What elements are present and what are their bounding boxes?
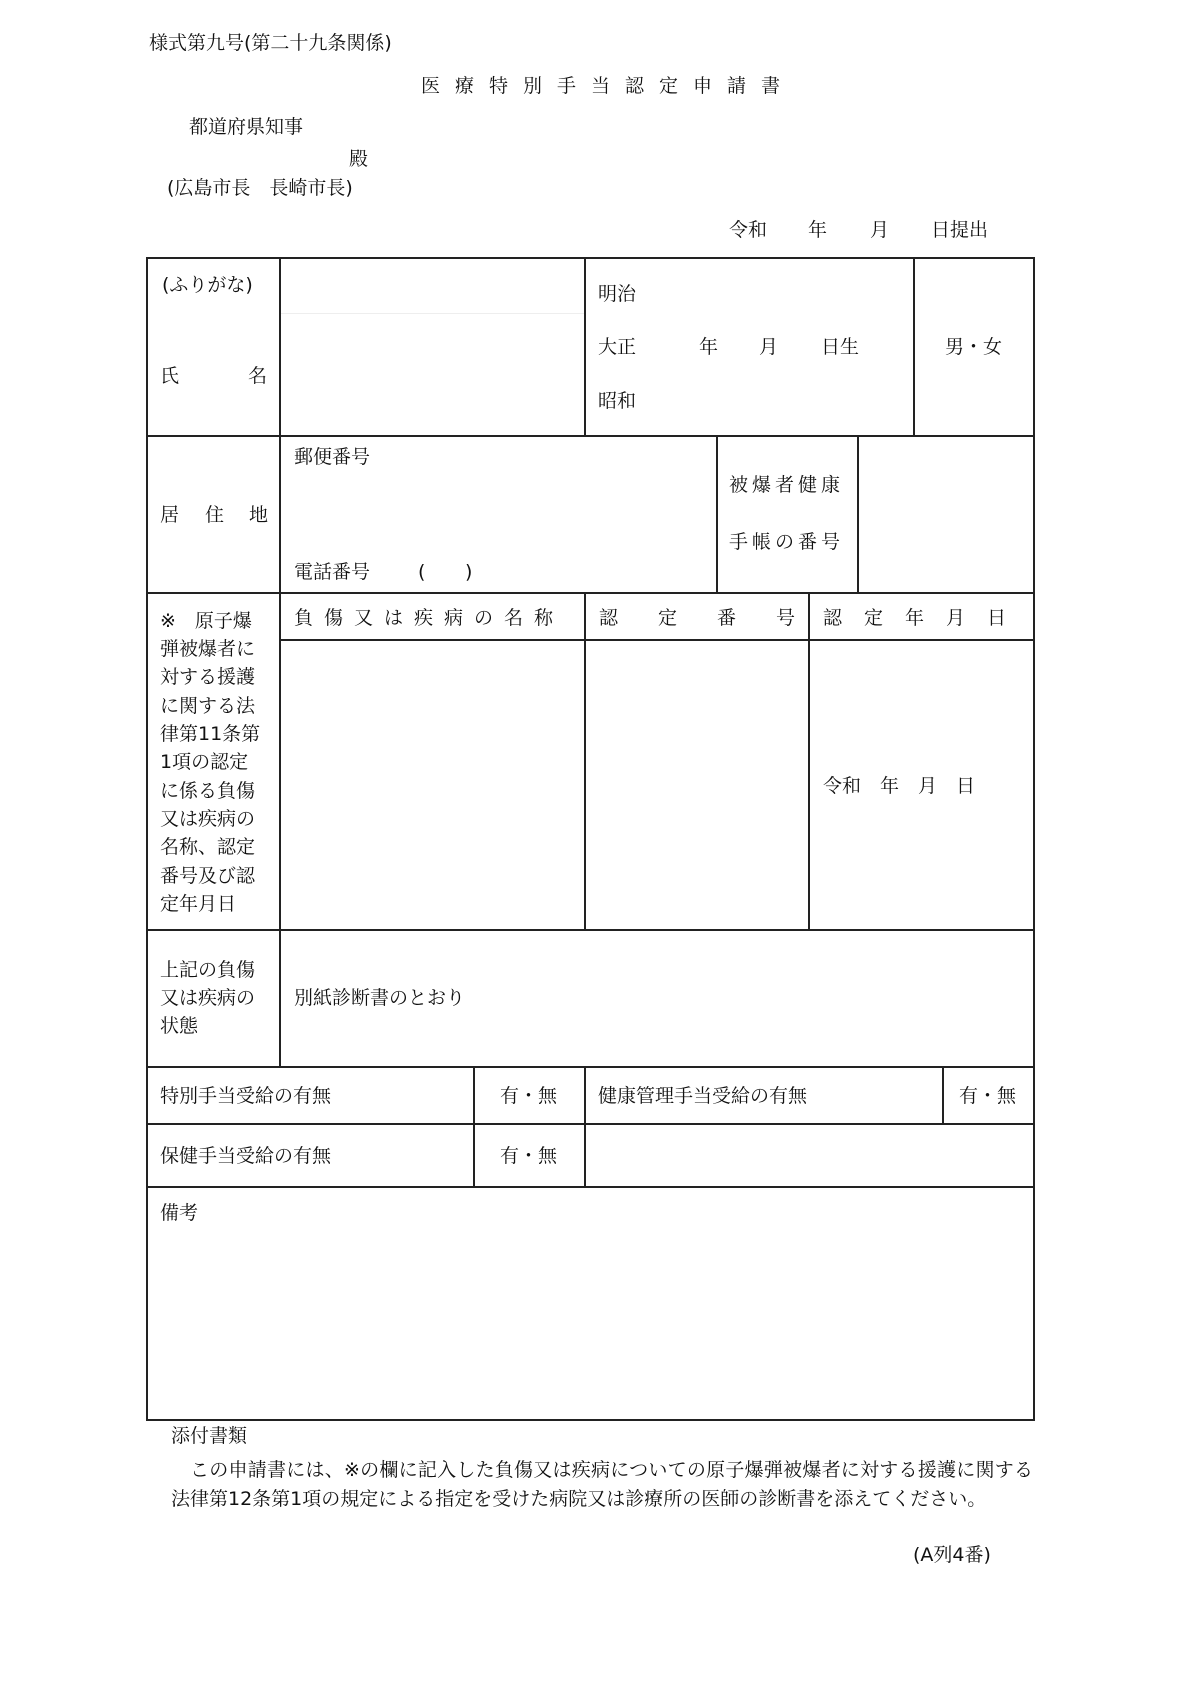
certified-label-line: に係る負傷 (160, 780, 256, 802)
birth-era-meiji[interactable]: 明治 (598, 283, 637, 305)
handbook-label-2: 手帳の番号 (729, 531, 845, 553)
form-number: 様式第九号(第二十九条関係) (149, 32, 392, 54)
certified-label-line: 名称、認定 (160, 836, 256, 858)
paper-size-note: (A列4番) (913, 1544, 991, 1566)
table-border-bottom (146, 1419, 1035, 1421)
birth-era-showa[interactable]: 昭和 (598, 390, 637, 412)
name-label-2: 名 (248, 365, 268, 387)
phone-paren-open: ( (418, 561, 426, 583)
name-label-1: 氏 (160, 365, 180, 387)
col-divider (584, 592, 586, 929)
certified-label-line: 又は疾病の (160, 808, 256, 830)
postal-code-label: 郵便番号 (294, 446, 371, 468)
row-divider (146, 1123, 1035, 1125)
col-divider (279, 257, 281, 1066)
handbook-number-input[interactable] (860, 438, 1031, 590)
certified-label-line: 律第11条第 (160, 723, 261, 745)
col-divider (942, 1066, 944, 1123)
condition-label-line: 上記の負傷 (160, 959, 256, 981)
sex-select[interactable]: 男・女 (945, 336, 1003, 358)
certified-label-line: 定年月日 (160, 893, 237, 915)
submission-era: 令和 (729, 219, 768, 241)
addressee-mayors: (広島市長 長崎市長) (167, 177, 353, 199)
col-header-cert-date: 認定年月日 (823, 607, 1029, 629)
attachments-text: この申請書には、※の欄に記入した負傷又は疾病についての原子爆弾被爆者に対する援護に関する法律第12条第1項の規定による指定を受けた病院又は診療所の医師の診断書を添えてください。 (171, 1459, 1033, 1510)
row-divider (279, 639, 1035, 641)
health-allowance-label: 保健手当受給の有無 (160, 1145, 332, 1167)
col-header-cert-number: 認定番号 (599, 607, 836, 629)
name-input[interactable] (282, 315, 582, 433)
phone-paren-close: ) (465, 561, 473, 583)
submission-day: 日提出 (931, 219, 989, 241)
phone-label: 電話番号 (294, 561, 371, 583)
table-border-right (1033, 257, 1035, 1421)
col-header-disease-name: 負傷又は疾病の名称 (294, 607, 565, 629)
health-allowance-select[interactable]: 有・無 (500, 1145, 558, 1167)
col-divider (584, 257, 586, 435)
address-label-2: 住 (205, 504, 225, 526)
health-mgmt-allowance-label: 健康管理手当受給の有無 (598, 1085, 808, 1107)
col-divider (808, 592, 810, 929)
birth-day: 日生 (821, 336, 860, 358)
condition-label-line: 又は疾病の (160, 987, 256, 1009)
certification-number-input[interactable] (587, 642, 806, 927)
certified-label-line: 番号及び認 (160, 865, 256, 887)
col-divider (913, 257, 915, 435)
address-label-3: 地 (249, 504, 269, 526)
addressee-honorific: 殿 (349, 148, 369, 170)
col-divider (473, 1066, 475, 1186)
birth-month: 月 (759, 336, 779, 358)
col-divider (716, 435, 718, 592)
certified-label-line: に関する法 (160, 695, 256, 717)
condition-label-line: 状態 (160, 1015, 199, 1037)
condition-value: 別紙診断書のとおり (294, 987, 466, 1009)
birth-era-taisho[interactable]: 大正 (598, 336, 637, 358)
special-allowance-select[interactable]: 有・無 (500, 1085, 558, 1107)
addressee-governor: 都道府県知事 (189, 116, 304, 138)
handbook-label-1: 被爆者健康 (729, 474, 845, 496)
certified-label-line: 1項の認定 (160, 751, 249, 773)
form-title: 医療特別手当認定申請書 (421, 75, 796, 97)
attachments-label: 添付書類 (171, 1425, 248, 1447)
submission-month: 月 (870, 219, 890, 241)
cert-date-value[interactable]: 令和 年 月 日 (823, 775, 976, 797)
furigana-input[interactable] (282, 260, 582, 312)
health-mgmt-allowance-select[interactable]: 有・無 (959, 1085, 1017, 1107)
col-divider (857, 435, 859, 592)
col-divider (584, 1066, 586, 1186)
certified-label-line: 弾被爆者に (160, 638, 256, 660)
address-label-1: 居 (160, 504, 180, 526)
certified-label-line: ※ 原子爆 (160, 610, 252, 632)
row-divider (146, 1066, 1035, 1068)
row-divider (146, 1186, 1035, 1188)
disease-name-input[interactable] (282, 642, 582, 927)
table-border-left (146, 257, 148, 1421)
remarks-input[interactable] (149, 1230, 1031, 1418)
remarks-label: 備考 (160, 1202, 199, 1224)
furigana-divider (279, 313, 584, 314)
furigana-label: (ふりがな) (162, 274, 253, 296)
submission-year: 年 (808, 219, 828, 241)
special-allowance-label: 特別手当受給の有無 (160, 1085, 332, 1107)
certified-label-line: 対する援護 (160, 666, 256, 688)
birth-year: 年 (699, 336, 719, 358)
